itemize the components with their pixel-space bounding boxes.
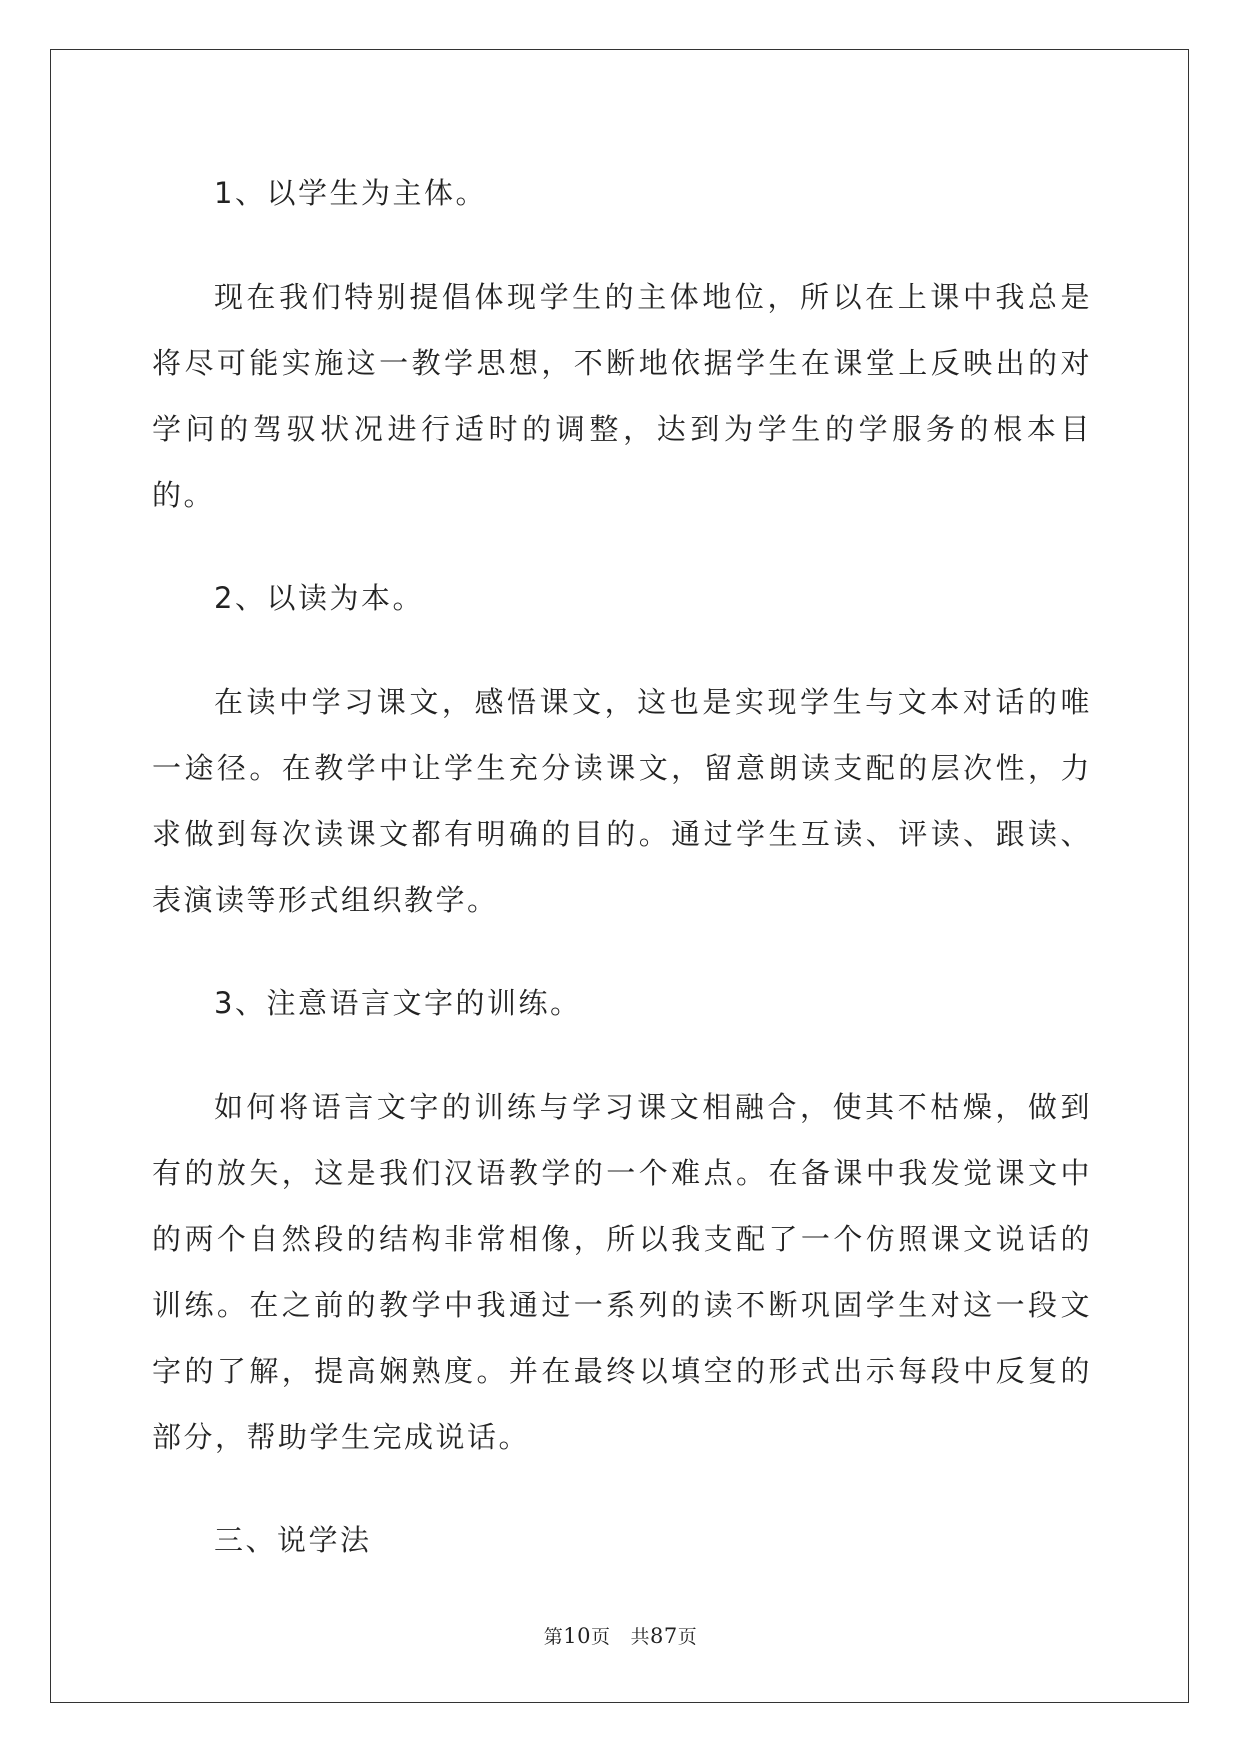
section-heading-learning-method: 三、说学法 bbox=[214, 1523, 372, 1557]
paragraph-student-centered: 现在我们特别提倡体现学生的主体地位，所以在上课中我总是将尽可能实施这一教学思想，不断地依据学生在课堂上反映出的对学问的驾驭状况进行适时的调整，达到为学生的学服务的根本目的。 bbox=[152, 279, 1092, 512]
paragraph-reading-based: 在读中学习课文，感悟课文，这也是实现学生与文本对话的唯一途径。在教学中让学生充分读课文，留意朗读支配的层次性，力求做到每次读课文都有明确的目的。通过学生互读、评读、跟读、表演读等形式组织教学。 bbox=[152, 684, 1092, 917]
page-number: 10 bbox=[563, 1624, 591, 1648]
page-prefix: 第 bbox=[543, 1626, 564, 1648]
page-suffix: 页 bbox=[590, 1626, 611, 1648]
section-heading-reading-based: 2、以读为本。 bbox=[214, 581, 424, 615]
paragraph-language-training: 如何将语言文字的训练与学习课文相融合，使其不枯燥，做到有的放矢，这是我们汉语教学的一个难点。在备课中我发觉课文中的两个自然段的结构非常相像，所以我支配了一个仿照课文说话的训练。在之前的教学中我通过一系列的读不断巩固学生对这一段文字的了解，提高娴熟度。并在最终以填空的形式出示每段中反复的部分，帮助学生完成说话。 bbox=[152, 1089, 1092, 1454]
section-heading-language-training: 3、注意语言文字的训练。 bbox=[214, 986, 582, 1020]
total-pages: 87 bbox=[650, 1624, 678, 1648]
section-heading-student-centered: 1、以学生为主体。 bbox=[214, 176, 487, 210]
document-body bbox=[152, 160, 1092, 1611]
total-prefix: 共 bbox=[630, 1626, 651, 1648]
page-footer bbox=[0, 1622, 1241, 1649]
total-suffix: 页 bbox=[677, 1626, 698, 1648]
